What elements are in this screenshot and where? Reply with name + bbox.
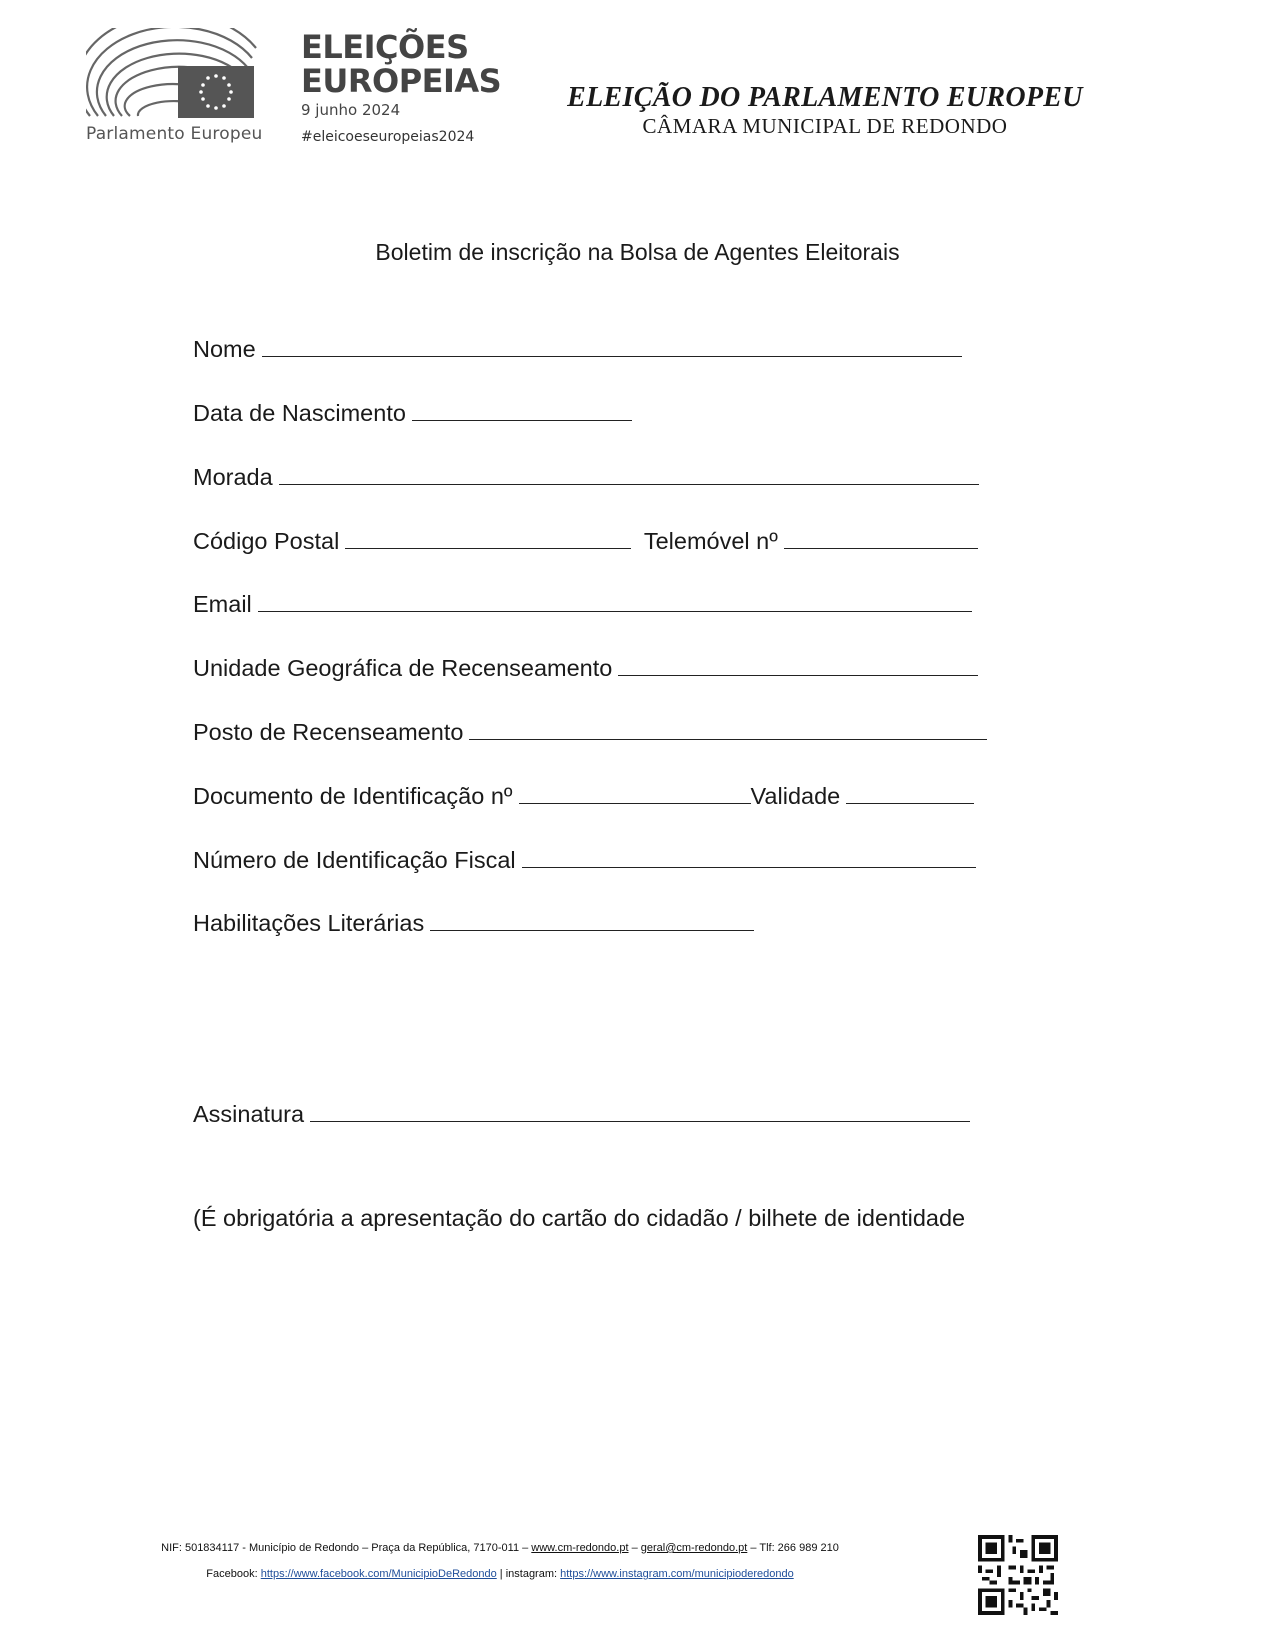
id-requirement-note: (É obrigatória a apresentação do cartão do cidadão / bilhete de identidade <box>193 1205 966 1231</box>
field-nif-label: Número de Identificação Fiscal <box>193 847 516 873</box>
field-validade-label: Validade <box>750 783 841 809</box>
field-morada-line[interactable] <box>279 466 979 485</box>
field-unidade-geografica <box>193 654 978 682</box>
header-title: ELEIÇÃO DO PARLAMENTO EUROPEU <box>567 82 1083 113</box>
footer <box>0 1541 1000 1581</box>
footer-facebook-link[interactable]: https://www.facebook.com/MunicipioDeRedondo <box>260 1568 497 1580</box>
field-data-nascimento <box>193 399 632 427</box>
field-email <box>193 590 972 618</box>
field-habilitacoes-line[interactable] <box>430 912 754 931</box>
field-documento-identificacao <box>193 782 974 810</box>
field-assinatura-label: Assinatura <box>193 1101 305 1127</box>
field-data-nascimento-line[interactable] <box>412 402 632 421</box>
field-email-label: Email <box>193 591 252 617</box>
footer-website-link[interactable]: www.cm-redondo.pt <box>531 1542 629 1554</box>
footer-separator: – <box>628 1542 641 1554</box>
footer-contact-line <box>0 1541 1000 1555</box>
footer-address: NIF: 501834117 - Município de Redondo – Praça da República, 7170-011 – <box>161 1542 532 1554</box>
field-nome <box>193 335 962 363</box>
field-documento-identificacao-line[interactable] <box>519 785 751 804</box>
elections-date: 9 junho 2024 <box>301 101 401 119</box>
parliament-logo <box>86 28 276 146</box>
elections-logo-line2: EUROPEIAS <box>301 62 502 100</box>
field-nif <box>193 846 976 874</box>
field-nome-label: Nome <box>193 336 256 362</box>
field-documento-identificacao-label: Documento de Identificação nº <box>193 783 513 809</box>
field-assinatura <box>193 1100 970 1128</box>
field-codigo-postal <box>193 527 978 555</box>
footer-phone: – Tlf: 266 989 210 <box>747 1542 839 1554</box>
field-data-nascimento-label: Data de Nascimento <box>193 400 406 426</box>
qr-code-icon <box>978 1535 1058 1615</box>
field-posto-recenseamento <box>193 718 987 746</box>
field-nome-line[interactable] <box>262 338 962 357</box>
field-assinatura-line[interactable] <box>310 1103 970 1122</box>
field-nif-line[interactable] <box>522 849 976 868</box>
field-validade-line[interactable] <box>846 785 974 804</box>
footer-instagram-label: | instagram: <box>496 1568 561 1580</box>
header-subtitle: CÂMARA MUNICIPAL DE REDONDO <box>642 114 1008 138</box>
field-morada-label: Morada <box>193 464 273 490</box>
field-telemovel-line[interactable] <box>784 530 978 549</box>
elections-hashtag: #eleicoeseuropeias2024 <box>301 129 475 145</box>
field-telemovel-label: Telemóvel nº <box>643 528 778 554</box>
elections-logo <box>301 30 501 146</box>
field-codigo-postal-line[interactable] <box>345 530 631 549</box>
field-posto-recenseamento-label: Posto de Recenseamento <box>193 719 464 745</box>
field-posto-recenseamento-line[interactable] <box>469 721 987 740</box>
footer-social-line <box>0 1567 1000 1581</box>
field-habilitacoes-label: Habilitações Literárias <box>193 910 425 936</box>
european-parliament-hemicycle-icon <box>86 28 276 120</box>
field-email-line[interactable] <box>258 593 972 612</box>
field-codigo-postal-label: Código Postal <box>193 528 340 554</box>
field-unidade-geografica-line[interactable] <box>618 657 978 676</box>
field-morada <box>193 463 979 491</box>
footer-facebook-label: Facebook: <box>206 1568 261 1580</box>
footer-instagram-link[interactable]: https://www.instagram.com/municipioderedondo <box>560 1568 794 1580</box>
field-habilitacoes <box>193 909 754 937</box>
form-title: Boletim de inscrição na Bolsa de Agentes Eleitorais <box>375 239 900 265</box>
footer-email-link[interactable]: geral@cm-redondo.pt <box>640 1542 748 1554</box>
parliament-logo-label: Parlamento Europeu <box>86 124 263 144</box>
elections-logo-line1: ELEIÇÕES <box>301 28 469 66</box>
field-unidade-geografica-label: Unidade Geográfica de Recenseamento <box>193 655 613 681</box>
document-header <box>540 82 1110 138</box>
